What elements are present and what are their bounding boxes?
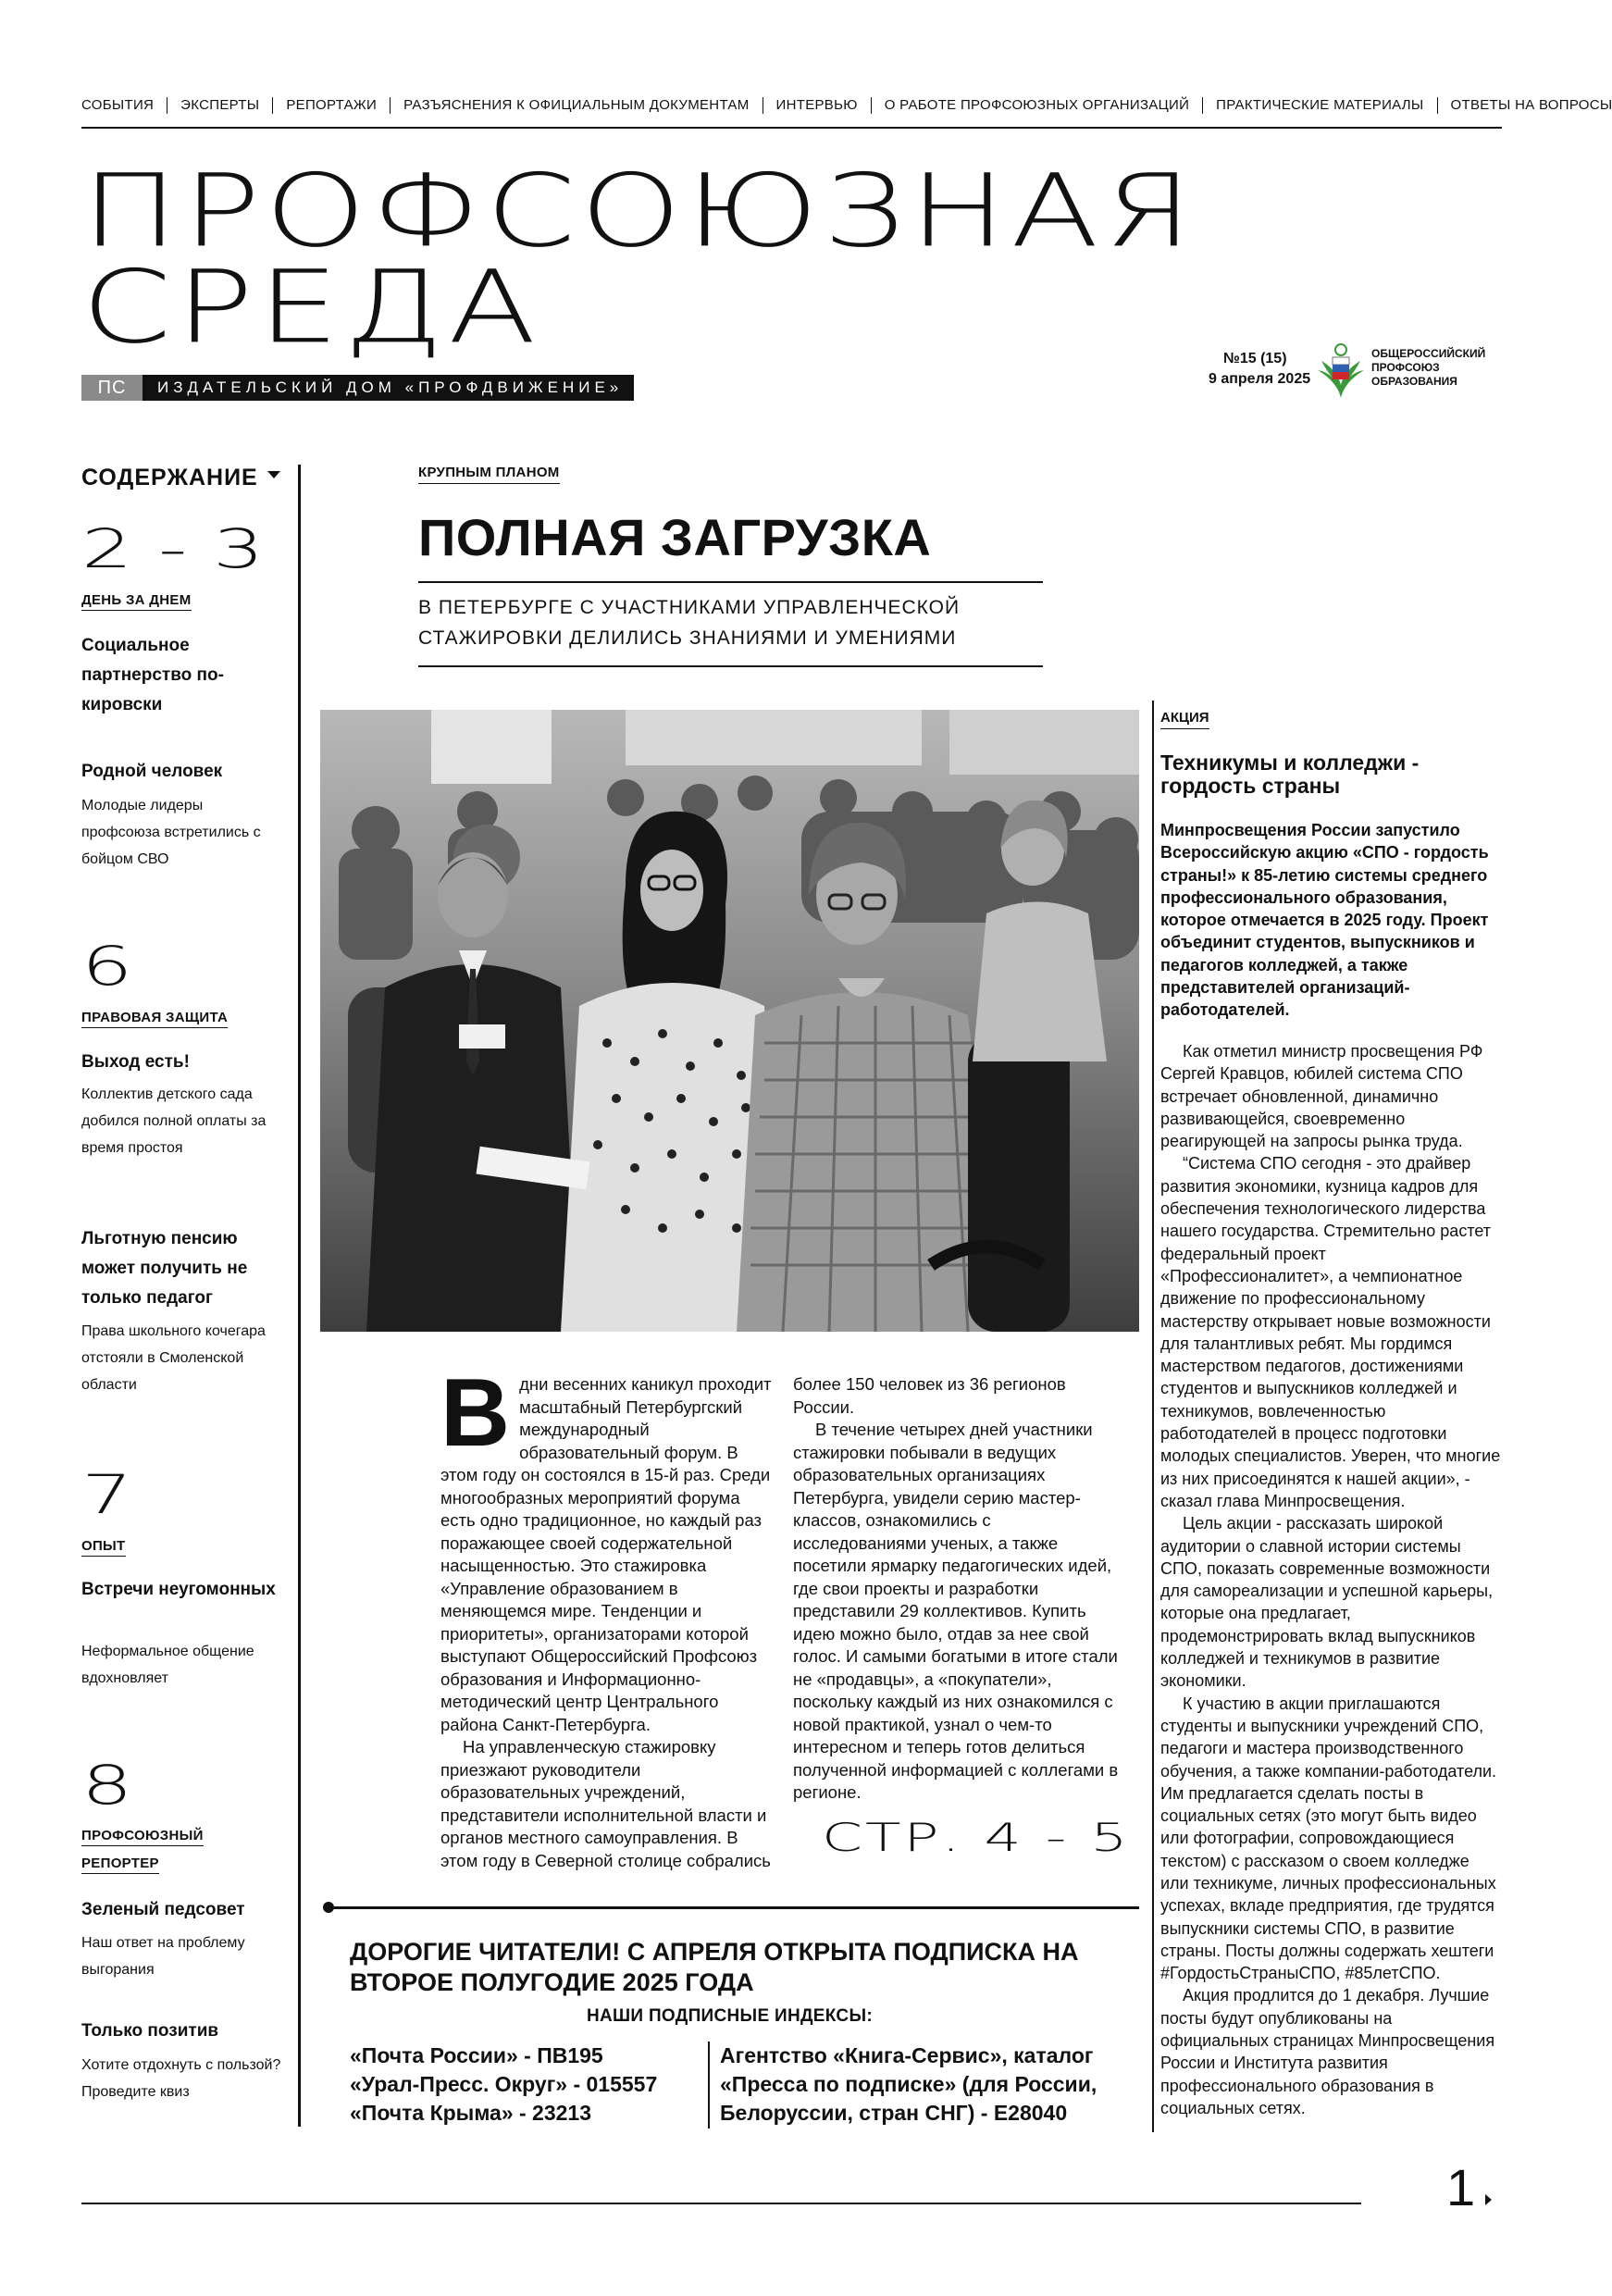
contents-divider [298, 465, 301, 2127]
caret-down-icon [267, 471, 280, 478]
page-number: 1 [1446, 2158, 1476, 2216]
side-body [1160, 1040, 1501, 2119]
toc-item-desc: Неформальное общение вдохновляет [81, 1644, 254, 1686]
contents-title[interactable]: СОДЕРЖАНИЕ [81, 465, 280, 491]
side-paragraph: К участию в акции приглашаются студенты и выпускники учреждений СПО, педагоги и мастера производственного обучения, а также компании-работодатели. Им предлагается сделать посты в социальных сетях (это могут быть видео или фотографии, сопровождающиеся текстом) с рассказом о своем колледже или техникуме, личных профессиональных успехах, вкладе предприятия, где трудятся выпускники системы СПО, в развитие страны. Посты должны содержать хештеги #ГордостьСтраныСПО, #85летСПО. [1160, 1694, 1497, 1983]
lead-text-col2 [793, 1373, 1126, 1805]
conference-audience-image [320, 710, 1139, 1332]
toc-item-title[interactable]: Социальное партнерство по-кировски [81, 636, 224, 714]
subscription-indexes-right [720, 2042, 1118, 2128]
issue-number: №15 (15) [1223, 351, 1287, 366]
toc-pages: 8 [81, 1754, 133, 1817]
subscription-index: «Почта России» - ПВ195 [350, 2043, 603, 2067]
side-paragraph: Цель акции - рассказать широкой аудитории о славной истории системы СПО, показать современные возможности для самореализации и успешной карьеры, которые она предлагает, продемонстрировать вклад выпускников колледжей и техникумов в развитие экономики. [1160, 1514, 1494, 1691]
nav-item-reports[interactable]: РЕПОРТАЖИ [272, 97, 390, 114]
side-title[interactable]: Техникумы и колледжи - гордость страны [1160, 751, 1420, 798]
lead-headline[interactable]: ПОЛНАЯ ЗАГРУЗКА [418, 508, 932, 566]
subscription-index: Белоруссии, стран СНГ) - Е28040 [720, 2101, 1068, 2125]
nav-item-interviews[interactable]: ИНТЕРВЬЮ [763, 97, 871, 114]
lead-paragraph: более 150 человек из 36 регионов России. [793, 1374, 1066, 1417]
subhead-rule [418, 665, 1043, 667]
subscription-index: Агентство «Книга-Сервис», каталог [720, 2043, 1094, 2067]
top-nav [81, 96, 1612, 115]
side-rubric: АКЦИЯ [1160, 708, 1209, 728]
toc-section: ДЕНЬ ЗА ДНЕМ [81, 587, 192, 614]
toc-item-desc: Молодые лидеры профсоюза встретились с бойцом СВО [81, 798, 261, 867]
headline-rule [418, 581, 1043, 583]
subscription-index: «Пресса по подписке» (для России, [720, 2072, 1097, 2096]
lead-subhead: В ПЕТЕРБУРГЕ С УЧАСТНИКАМИ УПРАВЛЕНЧЕСКОЙ СТАЖИРОВКИ ДЕЛИЛИСЬ ЗНАНИЯМИ И УМЕНИЯМИ [418, 597, 961, 649]
subscription-rule [329, 1906, 1139, 1909]
toc-item-title[interactable]: Встречи неугомонных [81, 1580, 276, 1599]
subscription-index: «Урал-Пресс. Округ» - 015557 [350, 2072, 658, 2096]
toc-item-title[interactable]: Выход есть! [81, 1052, 190, 1072]
lead-paragraph: На управленческую стажировку приезжают руководители образовательных учреждений, представители исполнительной власти и органов местного самоуправления. В этом году в Северной столице собрались [440, 1737, 771, 1870]
toc-item-title[interactable]: Только позитив [81, 2021, 219, 2041]
toc-section: ОПЫТ [81, 1533, 126, 1560]
subscription-indexes-left [350, 2042, 701, 2128]
publisher-logo: ПС [81, 375, 143, 401]
toc-item-desc: Наш ответ на проблему выгорания [81, 1935, 245, 1978]
toc-item-desc: Коллектив детского сада добился полной оплаты за время простоя [81, 1086, 267, 1156]
side-divider [1152, 701, 1154, 2132]
masthead-title-line1: ПРОФСОЮЗНАЯ [81, 152, 1197, 270]
nav-item-answers[interactable]: ОТВЕТЫ НА ВОПРОСЫ [1437, 97, 1612, 114]
issue-date: 9 апреля 2025 [1209, 371, 1311, 387]
continued-pages[interactable]: СТР. 4 - 5 [822, 1815, 1131, 1860]
toc-pages: 6 [81, 935, 133, 998]
toc-pages: 2 - 3 [81, 517, 265, 580]
toc-item-title[interactable]: Родной человек [81, 762, 223, 781]
subscription-index: «Почта Крыма» - 23213 [350, 2101, 592, 2125]
publisher-bar [81, 375, 634, 401]
nav-item-practical[interactable]: ПРАКТИЧЕСКИЕ МАТЕРИАЛЫ [1202, 97, 1436, 114]
nav-item-experts[interactable]: ЭКСПЕРТЫ [167, 97, 272, 114]
toc-item-desc: Хотите отдохнуть с пользой? Проведите квиз [81, 2057, 281, 2100]
nav-item-union-work[interactable]: О РАБОТЕ ПРОФСОЮЗНЫХ ОРГАНИЗАЦИЙ [871, 97, 1202, 114]
toc-item-desc: Права школьного кочегара отстояли в Смоленской области [81, 1323, 266, 1393]
side-paragraph: Акция продлится до 1 декабря. Лучшие посты будут опубликованы на официальных страницах Минпросвещения России и Института развития профессионального образования в социальных сетях. [1160, 1986, 1495, 2117]
side-lead: Минпросвещения России запустило Всероссийскую акцию «СПО - гордость страны!» к 85-летию системы среднего профессионального образования, которое отмечается в 2025 году. Проект объединит студентов, выпускников и педагогов колледжей, а также представителей организаций-работодателей. [1160, 821, 1489, 1020]
footer-rule [81, 2203, 1361, 2204]
subscription-divider [708, 2042, 710, 2128]
side-paragraph: “Система СПО сегодня - это драйвер развития экономики, кузница кадров для обеспечения технологического лидерства нашего государства. Стремительно растет федеральный проект «Профессионалитет», а чемпионатное движение по профессиональному мастерству открывает новые возможности для талантливых ребят. Мы гордимся мастерством педагогов, достижениями студентов и выпускников колледжей и техникумов, вовлеченностью работодателей в процесс подготовки молодых специалистов. Уверен, что многие из них присоединятся к нашей акции», - сказал глава Минпросвещения. [1160, 1154, 1501, 1510]
dropcap: В [440, 1359, 511, 1467]
top-divider [81, 127, 1502, 129]
nav-item-events[interactable]: СОБЫТИЯ [81, 97, 155, 113]
lead-text-col1 [440, 1359, 774, 1872]
toc-item-title[interactable]: Льготную пенсию может получить не только педагог [81, 1229, 248, 1308]
page-arrow-icon [1485, 2194, 1492, 2205]
subscription-label: НАШИ ПОДПИСНЫЕ ИНДЕКСЫ: [587, 2006, 873, 2026]
toc-item-title[interactable]: Зеленый педсовет [81, 1900, 245, 1919]
publisher-name: ИЗДАТЕЛЬСКИЙ ДОМ «ПРОФДВИЖЕНИЕ» [143, 375, 634, 401]
issue-info [1209, 349, 1311, 390]
toc-section: ПРАВОВАЯ ЗАЩИТА [81, 1004, 228, 1032]
side-paragraph: Как отметил министр просвещения РФ Сергей Кравцов, юбилей система СПО встречает обновленной, динамично развивающейся, своевременно реагирующей на запросы рынка труда. [1160, 1042, 1483, 1151]
lead-photo [320, 710, 1139, 1332]
lead-rubric: КРУПНЫМ ПЛАНОМ [418, 463, 560, 483]
toc-section: ПРОФСОЮЗНЫЙ РЕПОРТЕР [81, 1822, 248, 1878]
nav-item-explanations[interactable]: РАЗЪЯСНЕНИЯ К ОФИЦИАЛЬНЫМ ДОКУМЕНТАМ [390, 97, 762, 114]
union-name: ОБЩЕРОССИЙСКИЙ ПРОФСОЮЗ ОБРАЗОВАНИЯ [1371, 347, 1486, 388]
masthead-title-line2: СРЕДА [81, 248, 541, 366]
subscription-headline: ДОРОГИЕ ЧИТАТЕЛИ! С АПРЕЛЯ ОТКРЫТА ПОДПИСКА НА ВТОРОЕ ПОЛУГОДИЕ 2025 ГОДА [350, 1938, 1079, 1996]
lead-paragraph: дни весенних каникул проходит масштабный Петербургский международный образовательный форум. В этом году он состоялся в 15-й раз. Среди многообразных мероприятий форума есть одно традиционное, но каждый раз поражающее своей содержательной насыщенностью. Это стажировка «Управление образованием в меняющемся мире. Тенденции и приоритеты», организаторами которой выступают Общероссийский Профсоюз образования и Информационно-методический центр Центрального района Санкт-Петербурга. [440, 1374, 772, 1734]
union-logo-icon [1314, 339, 1368, 400]
toc-pages: 7 [81, 1463, 133, 1526]
lead-paragraph: В течение четырех дней участники стажировки побывали в ведущих образовательных организациях Петербурга, увидели серию мастер-классов, ознакомились с исследованиями ученых, а также посетили ярмарку педагогических идей, где свои проекты и разработки представили 29 коллективов. Купить идею можно было, отдав за нее свой голос. И самыми богатыми в итоге стали не «продавцы», а «покупатели», поскольку каждый из них ознакомился с новой практикой, узнал о чем-то интересном и теперь готов делиться полученной информацией с коллегами в регионе. [793, 1420, 1119, 1802]
